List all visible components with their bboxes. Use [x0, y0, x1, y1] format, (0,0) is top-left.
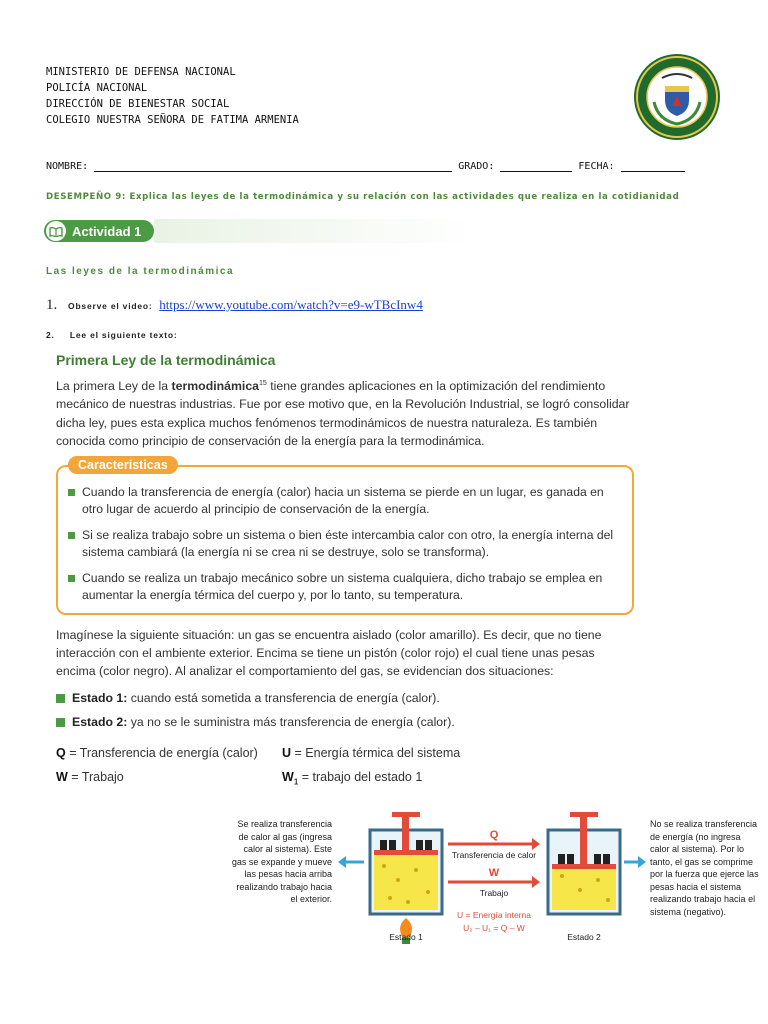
- estado-2-caption: Estado 2: [567, 932, 601, 942]
- def-w-text: = Trabajo: [67, 770, 124, 784]
- w-label: W: [488, 867, 500, 879]
- def-u-text: = Energía térmica del sistema: [291, 746, 461, 760]
- law-title: Primera Ley de la termodinámica: [56, 352, 276, 368]
- step-2-label: Lee el siguiente texto:: [69, 330, 178, 340]
- law-paragraph: [56, 375, 636, 450]
- step-1-number: 1.: [46, 297, 58, 313]
- police-seal-logo: [632, 52, 722, 142]
- header-line: MINISTERIO DE DEFENSA NACIONAL: [46, 66, 236, 78]
- law-text-bold: termodinámica: [171, 379, 260, 394]
- def-w: [56, 770, 124, 784]
- def-u: [282, 746, 460, 760]
- estado-1: [56, 691, 672, 705]
- def-q-text: = Transferencia de energía (calor): [65, 746, 258, 760]
- u-caption: U = Energía interna: [457, 910, 531, 920]
- law-text-b: tiene grandes aplicaciones en la optimización del rendimiento mecánico de nuestras industrias. Fue por ese motivo que, en la Revolución Industrial, se logró consolidar dicha ley, pues esta explica muchos fenómenos termodinámicos de nuestra naturaleza. Es también conocida como principio de conservación de la energía para la termodinámica.: [56, 379, 630, 448]
- def-w-symbol: W: [56, 770, 68, 784]
- nombre-label: NOMBRE:: [46, 161, 89, 172]
- grado-field[interactable]: [500, 161, 572, 172]
- estado-2-text: ya no se le suministra más transferencia de energía (calor).: [127, 715, 455, 729]
- header-line: POLICÍA NACIONAL: [46, 82, 148, 94]
- desempeno-heading: DESEMPEÑO 9: Explica las leyes de la termodinámica y su relación con las actividades que realiza en la cotidianidad: [46, 192, 680, 202]
- list-item: Cuando la transferencia de energía (calor) hacia un sistema se pierde en un lugar, es ganada en otro lugar de acuerdo al principio de conservación de la energía.: [68, 484, 620, 518]
- law-footnote: 15: [259, 380, 267, 387]
- def-w1-sub: 1: [293, 777, 299, 787]
- def-w1-symbol: W: [282, 770, 294, 784]
- list-item: Cuando se realiza un trabajo mecánico sobre un sistema cualquiera, dicho trabajo se emplea en aumentar la energía térmica del cuerpo y, por lo tanto, su temperatura.: [68, 570, 620, 604]
- def-q: [56, 746, 258, 760]
- def-q-symbol: Q: [56, 746, 66, 760]
- estado-2-label: Estado 2:: [72, 715, 128, 729]
- def-w1-text: = trabajo del estado 1: [298, 770, 423, 784]
- header-line: DIRECCIÓN DE BIENESTAR SOCIAL: [46, 98, 230, 110]
- header-line: COLEGIO NUESTRA SEÑORA DE FATIMA ARMENIA: [46, 114, 299, 126]
- law-text-a: La primera Ley de la: [56, 379, 172, 394]
- def-u-symbol: U: [282, 746, 292, 760]
- student-fields: [46, 161, 686, 172]
- nombre-field[interactable]: [94, 161, 452, 172]
- book-icon: [46, 221, 66, 241]
- video-link[interactable]: https://www.youtube.com/watch?v=e9-wTBcInw4: [159, 297, 423, 312]
- estado-2: [56, 715, 672, 729]
- q-caption: Transferencia de calor: [451, 850, 537, 860]
- def-w1: [282, 770, 422, 787]
- left-explanation: Se realiza transferencia de calor al gas (ingresa calor al sistema). Este gas se expande y mueve las pesas hacia arriba realizando trabajo hacia el exterior.: [231, 819, 332, 904]
- energy-formula: U₂ – U₁ = Q – W: [463, 923, 525, 933]
- institution-header: [46, 64, 299, 128]
- piston-diagram: [336, 810, 646, 950]
- piston-illustration: [230, 810, 760, 950]
- section-title: Las leyes de la termodinámica: [46, 266, 235, 277]
- step-2: [46, 330, 178, 340]
- step-2-number: 2.: [46, 330, 55, 340]
- grado-label: GRADO:: [458, 161, 495, 172]
- list-item: Si se realiza trabajo sobre un sistema o bien éste intercambia calor con otro, la energía interna del sistema cambiará (la energía ni se crea ni se destruye, solo se transforma).: [68, 527, 620, 561]
- right-explanation: No se realiza transferencia de energía (no ingresa calor al sistema). Por lo tanto, el gas se comprime por la fuerza que ejerce las pesas hacia el sistema realizando trabajo hacia el sistema (negativo).: [650, 819, 759, 917]
- estado-1-text: cuando está sometida a transferencia de energía (calor).: [127, 691, 440, 705]
- fecha-field[interactable]: [621, 161, 685, 172]
- estado-1-caption: Estado 1: [389, 932, 423, 942]
- step-1-label: Observe el video:: [68, 301, 153, 311]
- step-1: [46, 297, 423, 314]
- characteristics-tag: Características: [68, 456, 178, 474]
- characteristics-list: [68, 484, 620, 613]
- estado-1-label: Estado 1:: [72, 691, 128, 705]
- activity-banner-bg: [154, 219, 474, 243]
- q-label: Q: [489, 829, 499, 841]
- activity-label: Actividad 1: [72, 223, 142, 239]
- situation-paragraph: Imagínese la siguiente situación: un gas se encuentra aislado (color amarillo). Es decir, que no tiene interacción con el ambiente exterior. Encima se tiene un pistón (color rojo) el cual tiene unas pesas encima (color negro). Al analizar el comportamiento del gas, se evidencian dos situaciones:: [56, 628, 602, 679]
- activity-badge: [44, 220, 154, 242]
- w-caption: Trabajo: [479, 888, 509, 898]
- fecha-label: FECHA:: [578, 161, 615, 172]
